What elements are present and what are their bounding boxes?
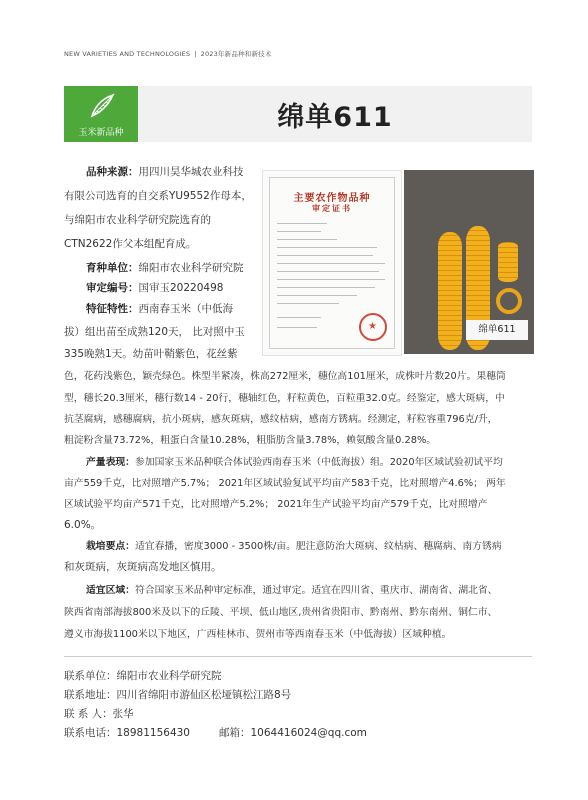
traits-line-3: 335晚熟1天。幼苗叶鞘紫色，花丝紫: [64, 348, 238, 360]
traits-label: 特征特性：: [86, 303, 139, 315]
corn-ear: [438, 232, 462, 350]
certificate-text-line: [277, 239, 337, 240]
breeder-line: [86, 259, 244, 278]
cultivation-line-2: 和灰斑病，灰斑病高发地区慎用。: [64, 561, 222, 573]
certificate-text-line: [277, 327, 317, 328]
seal-star-icon: ★: [368, 321, 377, 332]
approval-label: 审定编号：: [86, 282, 139, 294]
yield-line-1: 产量表现：参加国家玉米品种联合体试验西南春玉米（中低海拔）组。2020年区域试验初试平均: [86, 457, 503, 468]
corn-photo: [404, 170, 534, 354]
yield-label: 产量表现：: [86, 457, 135, 468]
header-separator: |: [194, 50, 197, 58]
certificate-subtitle: 审定证书: [312, 204, 352, 213]
certificate-text-line: [277, 247, 377, 248]
category-badge: [64, 86, 138, 142]
cultivation-label: 栽培要点：: [86, 541, 135, 552]
running-header: [64, 49, 272, 58]
traits-line-1: 特征特性：西南春玉米（中低海: [86, 303, 233, 315]
header-left: NEW VARIETIES AND TECHNOLOGIES: [64, 50, 191, 58]
yield-line-2: 亩产559千克，比对照增产5.7%； 2021年区域试验复试平均亩产583千克，比对照增产4.6%； 两年: [64, 478, 506, 489]
corn-cob-section: [496, 288, 522, 314]
certificate-text-line: [277, 303, 339, 304]
breeder-label: 育种单位：: [86, 262, 139, 274]
source-line-1: 品种来源：用四川昊华城农业科技: [86, 166, 244, 178]
contact-address: 联系地址：四川省绵阳市游仙区松垭镇松江路8号: [64, 689, 292, 701]
traits-line-5: 型，穗长20.3厘米，穗行数14 - 20行，穗轴红色，籽粒黄色，百粒重32.0克。经鉴定，感大斑病，中: [64, 393, 505, 404]
certificate-text-line: [277, 263, 385, 264]
badge-label: 玉米新品种: [78, 128, 124, 138]
region-line-3: 遵义市海拔1100米以下地区，广西桂林市、贺州市等西南春玉米（中低海拔）区域种植。: [64, 629, 452, 640]
certificate-title: 主要农作物品种: [293, 193, 371, 204]
certificate-text-line: [277, 295, 357, 296]
certificate-text-line: [277, 255, 373, 256]
photo-label: 绵单611: [466, 320, 528, 340]
region-line-1: 适宜区域：符合国家玉米品种审定标准，通过审定。适宜在四川省、重庆市、湖南省、湖北省、: [86, 585, 498, 596]
source-line-3: 与绵阳市农业科学研究院选育的: [64, 214, 211, 226]
region-label: 适宜区域：: [86, 585, 135, 596]
certificate-text-line: [277, 317, 321, 318]
traits-line-6: 抗茎腐病，感穗腐病，抗小斑病，感灰斑病，感纹枯病，感南方锈病。经测定，籽粒容重796克/升，: [64, 414, 498, 425]
yield-line-3: 区域试验平均亩产571千克，比对照增产5.2%； 2021年生产试验平均亩产579千克，比对照增产: [64, 499, 488, 510]
yield-line-4: 6.0%。: [64, 519, 102, 531]
corn-ear: [498, 242, 518, 282]
contact-unit: 联系单位：绵阳市农业科学研究院: [64, 670, 222, 682]
source-label: 品种来源：: [86, 166, 139, 178]
region-line-2: 陕西省南部海拔800米及以下的丘陵、平坝、低山地区,贵州省贵阳市、黔南州、黔东南州、铜仁市、: [64, 607, 498, 618]
cultivation-line-1: 栽培要点：适宜春播，密度3000 - 3500株/亩。肥注意防治大斑病、纹枯病、穗腐病、南方锈病: [86, 541, 502, 552]
contact-phone: 联系电话：18981156430: [64, 727, 190, 739]
approval-line: [86, 279, 223, 298]
certificate-image: [262, 170, 402, 356]
certificate-text-line: [277, 231, 321, 232]
variety-title: 绵单611: [277, 102, 393, 133]
certificate-text-line: [277, 271, 379, 272]
corn-leaf-icon: [88, 92, 116, 120]
traits-line-2: 拔）组出苗至成熟120天， 比对照中玉: [64, 326, 245, 338]
source-line-4: CTN2622作父本组配育成。: [64, 238, 197, 250]
approval-value: 国审玉20220498: [138, 282, 224, 294]
contact-email: 邮箱：1064416024@qq.com: [219, 727, 367, 739]
traits-line-4: 色，花药浅紫色，颖壳绿色。株型半紧凑，株高272厘米，穗位高101厘米，成株叶片数20片。果穗筒: [64, 371, 506, 382]
header-right: 2023年新品种和新技术: [200, 50, 272, 58]
certificate-text-line: [277, 287, 375, 288]
red-seal-stamp: [359, 313, 387, 341]
source-line-2: 有限公司选育的自交系YU9552作母本，: [64, 190, 252, 202]
certificate-text-line: [277, 279, 385, 280]
traits-line-7: 粗淀粉含量73.72%，粗蛋白含量10.28%，粗脂肪含量3.78%，赖氨酸含量0.28%。: [64, 435, 437, 446]
contact-divider: [64, 656, 532, 657]
breeder-value: 绵阳市农业科学研究院: [138, 262, 244, 274]
certificate-text-line: [277, 223, 327, 224]
contact-person: 联 系 人：张华: [64, 708, 134, 720]
